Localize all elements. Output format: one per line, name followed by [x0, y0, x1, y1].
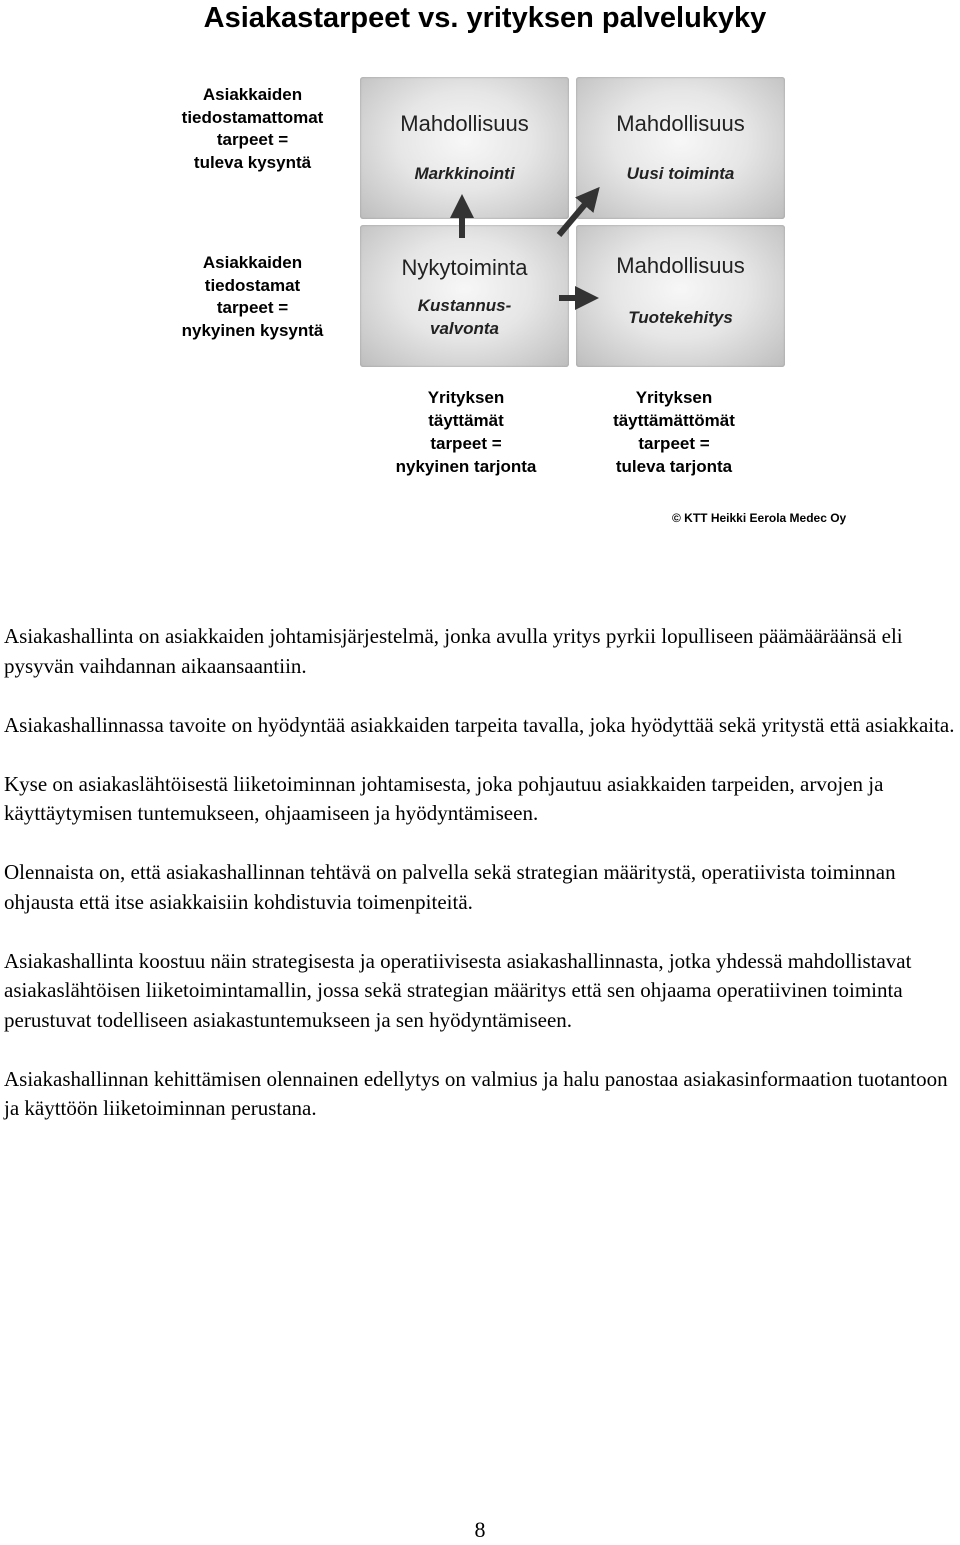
- cell-subheading: Kustannus- valvonta: [417, 296, 512, 338]
- transition-arrows: [0, 0, 960, 400]
- cell-subheading: Tuotekehitys: [628, 308, 733, 327]
- cell-subheading: Markkinointi: [414, 164, 515, 183]
- cell-heading: Mahdollisuus: [616, 253, 745, 278]
- page-number: 8: [474, 1517, 486, 1542]
- paragraph: Asiakashallinnan kehittämisen olennainen edellytys on valmius ja halu panostaa asiakasinformaation tuotantoon ja käyttöön liiketoiminnan perustana.: [4, 1066, 948, 1120]
- paragraph: Olennaista on, että asiakashallinnan tehtävä on palvella sekä strategian määritystä, operatiivista toiminnan ohjausta että itse asiakkaisiin kohdistuvia toimenpiteitä.: [4, 860, 896, 914]
- paragraph: Asiakashallinta koostuu näin strategisesta ja operatiivisesta asiakashallinnasta, jotka yhdessä mahdollistavat asiakaslähtöisen liiketoimintamallin, jossa sekä strategian määritys että sen ohjaama operatiivinen toiminta perustuvat todelliseen asiakastuntemukseen ja sen hyödyntämiseen.: [4, 948, 912, 1032]
- paragraph: Kyse on asiakaslähtöisestä liiketoiminnan johtamisesta, joka pohjautuu asiakkaiden tarpeiden, arvojen ja käyttäytymisen tuntemukseen, ohjaamiseen ja hyödyntämiseen.: [4, 771, 884, 825]
- bottom-label-unfulfilled-needs: Yrityksen täyttämättömät tarpeet = tuleva tarjonta: [613, 388, 735, 476]
- side-label-unrecognized-needs: Asiakkaiden tiedostamattomat tarpeet = tuleva kysyntä: [181, 85, 324, 172]
- arrow-diagonal-icon: [559, 196, 592, 235]
- paragraph: Asiakashallinta on asiakkaiden johtamisjärjestelmä, jonka avulla yritys pyrkii lopulliseen päämääräänsä eli pysyvän vaihdannan aikaansaantiin.: [4, 624, 903, 678]
- copyright-notice: © KTT Heikki Eerola Medec Oy: [672, 511, 847, 525]
- paragraph: Asiakashallinnassa tavoite on hyödyntää asiakkaiden tarpeita tavalla, joka hyödyttää sekä yritystä että asiakkaita.: [4, 712, 955, 737]
- cell-heading: Mahdollisuus: [400, 111, 529, 136]
- cell-heading: Nykytoiminta: [401, 255, 528, 280]
- page-title: Asiakastarpeet vs. yrityksen palvelukyky: [203, 2, 767, 34]
- cell-subheading: Uusi toiminta: [626, 164, 735, 183]
- body-text: [4, 622, 960, 1153]
- bottom-label-fulfilled-needs: Yrityksen täyttämät tarpeet = nykyinen tarjonta: [395, 388, 537, 476]
- cell-heading: Mahdollisuus: [616, 111, 745, 136]
- side-label-recognized-needs: Asiakkaiden tiedostamat tarpeet = nykyinen kysyntä: [181, 253, 324, 340]
